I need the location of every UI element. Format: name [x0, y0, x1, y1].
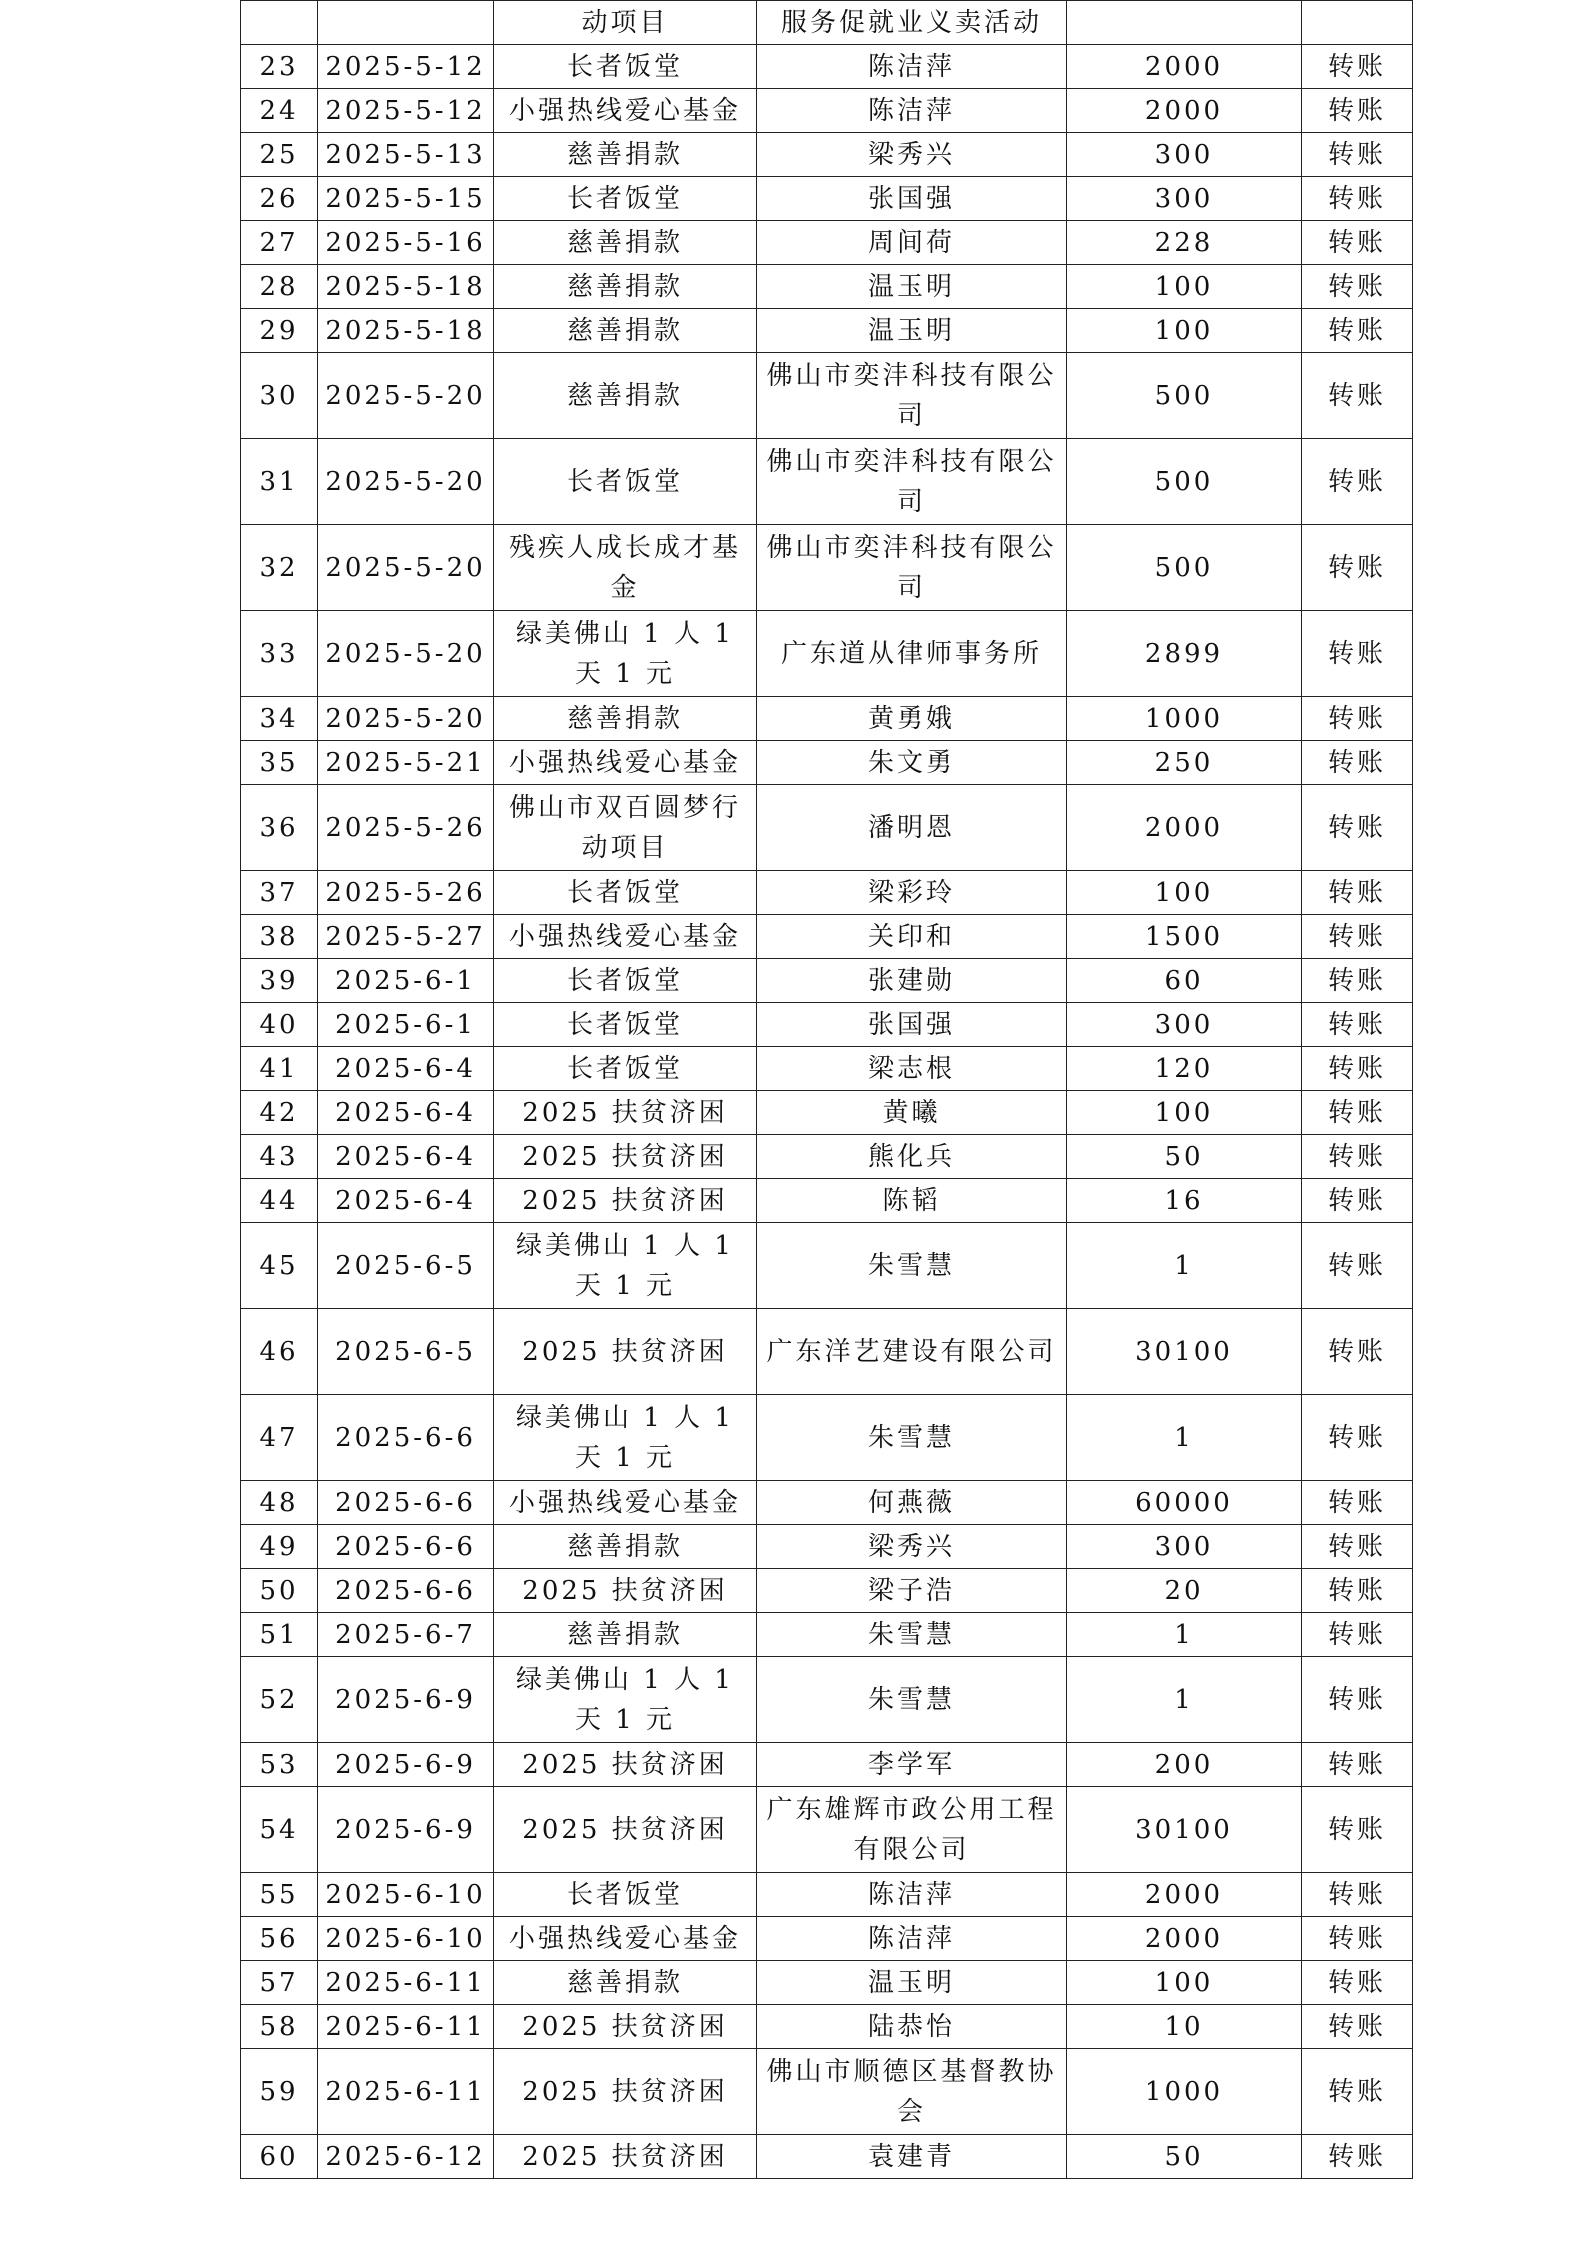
project-cell: 2025 扶贫济困 [494, 2135, 757, 2179]
table-row [241, 1091, 1413, 1135]
table-row [241, 611, 1413, 697]
amount-cell: 1 [1067, 1613, 1302, 1657]
project-cell: 2025 扶贫济困 [494, 2005, 757, 2049]
date-cell: 2025-6-5 [318, 1223, 494, 1309]
amount-cell: 100 [1067, 871, 1302, 915]
amount-cell: 500 [1067, 525, 1302, 611]
donor-cell: 广东雄辉市政公用工程有限公司 [757, 1787, 1067, 1873]
row-number-cell: 45 [241, 1223, 318, 1309]
amount-cell: 300 [1067, 1003, 1302, 1047]
date-cell: 2025-6-4 [318, 1179, 494, 1223]
table-row [241, 741, 1413, 785]
payment-method-cell: 转账 [1302, 1179, 1413, 1223]
amount-cell: 2000 [1067, 1873, 1302, 1917]
amount-cell: 120 [1067, 1047, 1302, 1091]
project-cell: 长者饭堂 [494, 871, 757, 915]
payment-method-cell: 转账 [1302, 915, 1413, 959]
donor-cell: 张国强 [757, 1003, 1067, 1047]
donor-cell: 袁建青 [757, 2135, 1067, 2179]
payment-method-cell: 转账 [1302, 697, 1413, 741]
project-cell: 长者饭堂 [494, 959, 757, 1003]
payment-method-cell: 转账 [1302, 1613, 1413, 1657]
project-cell: 慈善捐款 [494, 697, 757, 741]
project-cell: 慈善捐款 [494, 221, 757, 265]
project-cell: 2025 扶贫济困 [494, 1135, 757, 1179]
amount-cell: 1000 [1067, 2049, 1302, 2135]
row-number-cell: 41 [241, 1047, 318, 1091]
payment-method-cell: 转账 [1302, 2049, 1413, 2135]
date-cell: 2025-6-6 [318, 1395, 494, 1481]
payment-method-cell: 转账 [1302, 439, 1413, 525]
project-cell: 残疾人成长成才基金 [494, 525, 757, 611]
donor-cell: 佛山市奕沣科技有限公司 [757, 525, 1067, 611]
date-cell: 2025-6-4 [318, 1091, 494, 1135]
payment-method-cell: 转账 [1302, 1873, 1413, 1917]
amount-cell: 2899 [1067, 611, 1302, 697]
row-number-cell: 60 [241, 2135, 318, 2179]
donor-cell: 梁子浩 [757, 1569, 1067, 1613]
donor-cell: 温玉明 [757, 1961, 1067, 2005]
payment-method-cell: 转账 [1302, 525, 1413, 611]
date-cell: 2025-6-9 [318, 1787, 494, 1873]
row-number-cell [241, 1, 318, 45]
row-number-cell: 47 [241, 1395, 318, 1481]
payment-method-cell: 转账 [1302, 1481, 1413, 1525]
row-number-cell: 53 [241, 1743, 318, 1787]
amount-cell: 1500 [1067, 915, 1302, 959]
donor-cell: 关印和 [757, 915, 1067, 959]
row-number-cell: 48 [241, 1481, 318, 1525]
amount-cell: 1 [1067, 1657, 1302, 1743]
table-row [241, 1047, 1413, 1091]
project-cell: 小强热线爱心基金 [494, 1917, 757, 1961]
table-row [241, 1657, 1413, 1743]
row-number-cell: 46 [241, 1309, 318, 1395]
table-row [241, 1961, 1413, 2005]
table-row [241, 353, 1413, 439]
payment-method-cell: 转账 [1302, 1525, 1413, 1569]
row-number-cell: 52 [241, 1657, 318, 1743]
row-number-cell: 38 [241, 915, 318, 959]
amount-cell: 1 [1067, 1223, 1302, 1309]
payment-method-cell: 转账 [1302, 1961, 1413, 2005]
row-number-cell: 43 [241, 1135, 318, 1179]
date-cell: 2025-5-20 [318, 439, 494, 525]
table-row [241, 45, 1413, 89]
payment-method-cell: 转账 [1302, 871, 1413, 915]
payment-method-cell: 转账 [1302, 45, 1413, 89]
donor-cell: 周间荷 [757, 221, 1067, 265]
date-cell: 2025-6-11 [318, 2005, 494, 2049]
project-cell: 绿美佛山 1 人 1 天 1 元 [494, 1395, 757, 1481]
donor-cell: 佛山市奕沣科技有限公司 [757, 353, 1067, 439]
payment-method-cell: 转账 [1302, 177, 1413, 221]
date-cell: 2025-5-20 [318, 525, 494, 611]
table-row [241, 177, 1413, 221]
donor-cell: 陈韬 [757, 1179, 1067, 1223]
row-number-cell: 50 [241, 1569, 318, 1613]
project-cell: 慈善捐款 [494, 1525, 757, 1569]
donor-cell: 广东洋艺建设有限公司 [757, 1309, 1067, 1395]
donor-cell: 朱雪慧 [757, 1395, 1067, 1481]
table-row [241, 1743, 1413, 1787]
amount-cell [1067, 1, 1302, 45]
payment-method-cell: 转账 [1302, 1787, 1413, 1873]
project-cell: 长者饭堂 [494, 45, 757, 89]
date-cell: 2025-5-18 [318, 309, 494, 353]
row-number-cell: 27 [241, 221, 318, 265]
donor-cell: 朱雪慧 [757, 1613, 1067, 1657]
date-cell: 2025-6-5 [318, 1309, 494, 1395]
payment-method-cell: 转账 [1302, 353, 1413, 439]
amount-cell: 30100 [1067, 1309, 1302, 1395]
date-cell: 2025-5-15 [318, 177, 494, 221]
table-row [241, 697, 1413, 741]
date-cell: 2025-5-20 [318, 697, 494, 741]
amount-cell: 300 [1067, 177, 1302, 221]
amount-cell: 2000 [1067, 785, 1302, 871]
row-number-cell: 57 [241, 1961, 318, 2005]
donor-cell: 张国强 [757, 177, 1067, 221]
table-row [241, 915, 1413, 959]
project-cell: 小强热线爱心基金 [494, 89, 757, 133]
donor-cell: 梁志根 [757, 1047, 1067, 1091]
row-number-cell: 51 [241, 1613, 318, 1657]
table-row [241, 133, 1413, 177]
project-cell: 小强热线爱心基金 [494, 741, 757, 785]
project-cell: 2025 扶贫济困 [494, 2049, 757, 2135]
project-cell: 长者饭堂 [494, 439, 757, 525]
project-cell: 2025 扶贫济困 [494, 1569, 757, 1613]
amount-cell: 10 [1067, 2005, 1302, 2049]
project-cell: 慈善捐款 [494, 309, 757, 353]
row-number-cell: 49 [241, 1525, 318, 1569]
donor-cell: 服务促就业义卖活动 [757, 1, 1067, 45]
table-row [241, 1613, 1413, 1657]
row-number-cell: 37 [241, 871, 318, 915]
date-cell: 2025-5-12 [318, 45, 494, 89]
payment-method-cell: 转账 [1302, 221, 1413, 265]
table-row [241, 1569, 1413, 1613]
row-number-cell: 39 [241, 959, 318, 1003]
table-row [241, 1223, 1413, 1309]
donation-table-body [241, 1, 1413, 2179]
payment-method-cell: 转账 [1302, 611, 1413, 697]
amount-cell: 100 [1067, 1091, 1302, 1135]
donor-cell: 黄曦 [757, 1091, 1067, 1135]
amount-cell: 100 [1067, 265, 1302, 309]
row-number-cell: 40 [241, 1003, 318, 1047]
project-cell: 2025 扶贫济困 [494, 1309, 757, 1395]
table-row [241, 265, 1413, 309]
payment-method-cell: 转账 [1302, 785, 1413, 871]
donor-cell: 温玉明 [757, 309, 1067, 353]
date-cell: 2025-6-11 [318, 2049, 494, 2135]
date-cell: 2025-5-26 [318, 785, 494, 871]
project-cell: 2025 扶贫济困 [494, 1787, 757, 1873]
project-cell: 绿美佛山 1 人 1 天 1 元 [494, 611, 757, 697]
table-row [241, 2005, 1413, 2049]
row-number-cell: 35 [241, 741, 318, 785]
project-cell: 2025 扶贫济困 [494, 1743, 757, 1787]
donor-cell: 广东道从律师事务所 [757, 611, 1067, 697]
date-cell: 2025-5-13 [318, 133, 494, 177]
row-number-cell: 29 [241, 309, 318, 353]
donor-cell: 梁彩玲 [757, 871, 1067, 915]
donor-cell: 梁秀兴 [757, 1525, 1067, 1569]
row-number-cell: 42 [241, 1091, 318, 1135]
amount-cell: 1 [1067, 1395, 1302, 1481]
row-number-cell: 32 [241, 525, 318, 611]
project-cell: 长者饭堂 [494, 177, 757, 221]
payment-method-cell: 转账 [1302, 959, 1413, 1003]
amount-cell: 200 [1067, 1743, 1302, 1787]
payment-method-cell: 转账 [1302, 1309, 1413, 1395]
project-cell: 长者饭堂 [494, 1873, 757, 1917]
date-cell: 2025-6-6 [318, 1525, 494, 1569]
project-cell: 绿美佛山 1 人 1 天 1 元 [494, 1657, 757, 1743]
donor-cell: 熊化兵 [757, 1135, 1067, 1179]
payment-method-cell: 转账 [1302, 1091, 1413, 1135]
donor-cell: 李学军 [757, 1743, 1067, 1787]
row-number-cell: 56 [241, 1917, 318, 1961]
project-cell: 长者饭堂 [494, 1047, 757, 1091]
amount-cell: 60000 [1067, 1481, 1302, 1525]
table-row [241, 1787, 1413, 1873]
row-number-cell: 24 [241, 89, 318, 133]
table-row [241, 1003, 1413, 1047]
date-cell: 2025-5-27 [318, 915, 494, 959]
project-cell: 慈善捐款 [494, 265, 757, 309]
payment-method-cell: 转账 [1302, 2005, 1413, 2049]
amount-cell: 50 [1067, 1135, 1302, 1179]
payment-method-cell: 转账 [1302, 1917, 1413, 1961]
row-number-cell: 28 [241, 265, 318, 309]
date-cell: 2025-6-4 [318, 1135, 494, 1179]
date-cell: 2025-5-21 [318, 741, 494, 785]
table-row [241, 309, 1413, 353]
date-cell: 2025-5-20 [318, 353, 494, 439]
project-cell: 2025 扶贫济困 [494, 1179, 757, 1223]
row-number-cell: 34 [241, 697, 318, 741]
donor-cell: 佛山市顺德区基督教协会 [757, 2049, 1067, 2135]
payment-method-cell: 转账 [1302, 1223, 1413, 1309]
donor-cell: 黄勇娥 [757, 697, 1067, 741]
amount-cell: 20 [1067, 1569, 1302, 1613]
date-cell: 2025-5-26 [318, 871, 494, 915]
table-row [241, 1395, 1413, 1481]
table-row [241, 2135, 1413, 2179]
amount-cell: 50 [1067, 2135, 1302, 2179]
row-number-cell: 33 [241, 611, 318, 697]
donor-cell: 张建勋 [757, 959, 1067, 1003]
table-row [241, 1917, 1413, 1961]
date-cell: 2025-6-4 [318, 1047, 494, 1091]
donation-table [240, 0, 1413, 2179]
date-cell: 2025-5-12 [318, 89, 494, 133]
table-row [241, 1309, 1413, 1395]
row-number-cell: 25 [241, 133, 318, 177]
row-number-cell: 54 [241, 1787, 318, 1873]
table-row [241, 1481, 1413, 1525]
donor-cell: 朱雪慧 [757, 1223, 1067, 1309]
project-cell: 慈善捐款 [494, 1961, 757, 2005]
donor-cell: 陈洁萍 [757, 1917, 1067, 1961]
project-cell: 动项目 [494, 1, 757, 45]
payment-method-cell: 转账 [1302, 1047, 1413, 1091]
row-number-cell: 26 [241, 177, 318, 221]
date-cell: 2025-6-1 [318, 1003, 494, 1047]
amount-cell: 60 [1067, 959, 1302, 1003]
payment-method-cell: 转账 [1302, 1743, 1413, 1787]
table-row [241, 785, 1413, 871]
table-row [241, 439, 1413, 525]
project-cell: 绿美佛山 1 人 1 天 1 元 [494, 1223, 757, 1309]
table-row [241, 1525, 1413, 1569]
project-cell: 小强热线爱心基金 [494, 1481, 757, 1525]
date-cell: 2025-6-6 [318, 1481, 494, 1525]
date-cell: 2025-6-7 [318, 1613, 494, 1657]
payment-method-cell: 转账 [1302, 309, 1413, 353]
payment-method-cell [1302, 1, 1413, 45]
date-cell: 2025-6-10 [318, 1917, 494, 1961]
date-cell: 2025-6-1 [318, 959, 494, 1003]
table-row [241, 871, 1413, 915]
date-cell: 2025-6-11 [318, 1961, 494, 2005]
date-cell: 2025-6-9 [318, 1657, 494, 1743]
date-cell: 2025-5-20 [318, 611, 494, 697]
payment-method-cell: 转账 [1302, 741, 1413, 785]
payment-method-cell: 转账 [1302, 133, 1413, 177]
amount-cell: 228 [1067, 221, 1302, 265]
date-cell [318, 1, 494, 45]
donor-cell: 陆恭怡 [757, 2005, 1067, 2049]
donor-cell: 陈洁萍 [757, 1873, 1067, 1917]
row-number-cell: 59 [241, 2049, 318, 2135]
date-cell: 2025-6-6 [318, 1569, 494, 1613]
donor-cell: 梁秀兴 [757, 133, 1067, 177]
amount-cell: 30100 [1067, 1787, 1302, 1873]
amount-cell: 2000 [1067, 1917, 1302, 1961]
table-row [241, 221, 1413, 265]
project-cell: 长者饭堂 [494, 1003, 757, 1047]
amount-cell: 500 [1067, 439, 1302, 525]
row-number-cell: 23 [241, 45, 318, 89]
project-cell: 佛山市双百圆梦行动项目 [494, 785, 757, 871]
payment-method-cell: 转账 [1302, 2135, 1413, 2179]
payment-method-cell: 转账 [1302, 1003, 1413, 1047]
donor-cell: 朱雪慧 [757, 1657, 1067, 1743]
amount-cell: 16 [1067, 1179, 1302, 1223]
payment-method-cell: 转账 [1302, 1569, 1413, 1613]
donor-cell: 潘明恩 [757, 785, 1067, 871]
row-number-cell: 30 [241, 353, 318, 439]
payment-method-cell: 转账 [1302, 265, 1413, 309]
table-row [241, 525, 1413, 611]
date-cell: 2025-5-18 [318, 265, 494, 309]
amount-cell: 300 [1067, 133, 1302, 177]
donor-cell: 陈洁萍 [757, 89, 1067, 133]
row-number-cell: 44 [241, 1179, 318, 1223]
amount-cell: 250 [1067, 741, 1302, 785]
row-number-cell: 58 [241, 2005, 318, 2049]
amount-cell: 1000 [1067, 697, 1302, 741]
donor-cell: 温玉明 [757, 265, 1067, 309]
donor-cell: 何燕薇 [757, 1481, 1067, 1525]
payment-method-cell: 转账 [1302, 1135, 1413, 1179]
amount-cell: 100 [1067, 1961, 1302, 2005]
date-cell: 2025-6-10 [318, 1873, 494, 1917]
payment-method-cell: 转账 [1302, 1657, 1413, 1743]
amount-cell: 500 [1067, 353, 1302, 439]
table-row [241, 959, 1413, 1003]
table-row [241, 2049, 1413, 2135]
donor-cell: 朱文勇 [757, 741, 1067, 785]
row-number-cell: 36 [241, 785, 318, 871]
table-row [241, 1179, 1413, 1223]
date-cell: 2025-5-16 [318, 221, 494, 265]
donor-cell: 陈洁萍 [757, 45, 1067, 89]
project-cell: 慈善捐款 [494, 1613, 757, 1657]
payment-method-cell: 转账 [1302, 1395, 1413, 1481]
payment-method-cell: 转账 [1302, 89, 1413, 133]
table-row [241, 89, 1413, 133]
amount-cell: 2000 [1067, 89, 1302, 133]
amount-cell: 100 [1067, 309, 1302, 353]
project-cell: 慈善捐款 [494, 353, 757, 439]
table-row [241, 1873, 1413, 1917]
table-row [241, 1, 1413, 45]
project-cell: 2025 扶贫济困 [494, 1091, 757, 1135]
row-number-cell: 31 [241, 439, 318, 525]
project-cell: 小强热线爱心基金 [494, 915, 757, 959]
donor-cell: 佛山市奕沣科技有限公司 [757, 439, 1067, 525]
row-number-cell: 55 [241, 1873, 318, 1917]
date-cell: 2025-6-9 [318, 1743, 494, 1787]
amount-cell: 300 [1067, 1525, 1302, 1569]
amount-cell: 2000 [1067, 45, 1302, 89]
table-row [241, 1135, 1413, 1179]
project-cell: 慈善捐款 [494, 133, 757, 177]
date-cell: 2025-6-12 [318, 2135, 494, 2179]
